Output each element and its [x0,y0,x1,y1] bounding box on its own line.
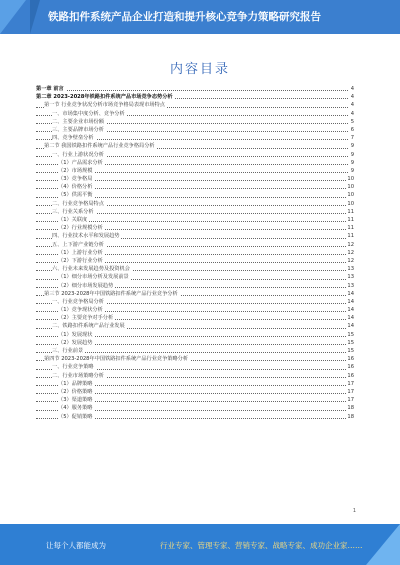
toc-entry-label: （4）服务策略 [58,405,93,412]
toc-entry-label: （2）细分市场发展趋势 [58,282,114,289]
toc-entry[interactable] [36,404,354,412]
toc-entry[interactable] [36,224,354,232]
toc-entry-label: 二、行业竞争格局特点 [52,200,104,207]
toc-entry-label: （1）细分市场分析及发展前景 [58,274,129,281]
toc-entry-label: （5）促销策略 [58,413,93,420]
footer-slogan: 让每个人都能成为 [46,541,106,550]
toc-entry-page: 10 [347,176,354,183]
page-number: 1 [352,508,356,514]
toc-entry[interactable] [36,101,354,109]
toc-entry[interactable] [36,347,354,355]
toc-entry-page: 13 [347,274,354,281]
toc-entry[interactable] [36,200,354,208]
toc-entry-page: 6 [350,126,354,133]
toc-entry-page: 4 [350,86,354,92]
toc-entry-page: 7 [350,135,354,142]
toc-entry-label: （2）发展趋势 [58,339,93,346]
toc-entry-label: 第三节 2023-2028年中国铁路扣件系统产品行业竞争分析 [44,290,178,297]
toc-entry[interactable] [36,380,354,388]
toc-entry-page: 12 [347,249,354,256]
toc-entry[interactable] [36,282,354,290]
toc-entry[interactable] [36,396,354,404]
toc-entry-label: （3）竞争格局 [58,176,93,183]
toc-entry-label: （3）渠道策略 [58,397,93,404]
toc-entry[interactable] [36,159,354,167]
toc-entry-label: （2）价格策略 [58,388,93,395]
toc-entry-page: 15 [347,348,354,354]
toc-entry-page: 17 [347,397,354,404]
toc-entry-page: 9 [350,151,354,158]
toc-entry-page: 4 [350,94,354,101]
toc-entry-page: 11 [347,208,354,215]
toc-entry[interactable] [36,413,354,421]
toc-entry-label: （1）关联度 [58,217,88,223]
toc-entry-label: 三、行业关系分析 [52,208,94,215]
toc-entry[interactable] [36,363,354,371]
toc-entry[interactable] [36,355,354,363]
toc-entry[interactable] [36,339,354,347]
toc-entry-label: （1）发展现状 [58,331,93,338]
toc-entry[interactable] [36,216,354,224]
header-decoration [0,0,26,34]
toc-entry-label: 四、行业技术水平和发展趋势 [52,233,120,240]
toc-entry-page: 11 [347,233,354,240]
toc-entry[interactable] [36,167,354,175]
toc-entry[interactable] [36,151,354,159]
toc-entry-label: （2）下游行业分析 [58,257,103,264]
toc-entry-page: 16 [347,364,354,371]
toc-entry-page: 10 [347,200,354,207]
footer-roles: 行业专家、管理专家、营销专家、战略专家、成功企业家…… [160,541,363,550]
toc-entry[interactable] [36,298,354,306]
report-header-banner [0,0,400,34]
toc-entry[interactable] [36,183,354,191]
toc-entry-page: 14 [347,307,354,314]
toc-entry[interactable] [36,93,354,101]
toc-entry-page: 11 [347,217,354,223]
toc-entry[interactable] [36,142,354,150]
toc-entry-page: 18 [347,405,354,412]
toc-entry[interactable] [36,208,354,216]
toc-entry-page: 13 [347,266,354,273]
toc-heading: 内容目录 [169,62,230,77]
toc-entry-page: 12 [347,241,354,248]
toc-entry-page: 14 [347,290,354,297]
toc-entry-label: 二、行业市场策略分析 [52,372,104,379]
toc-entry[interactable] [36,273,354,281]
toc-entry-page: 14 [347,298,354,305]
toc-entry[interactable] [36,388,354,396]
toc-entry-label: （1）竞争现状分析 [58,307,103,314]
header-stripe [30,0,40,34]
toc-entry-page: 13 [347,282,354,289]
toc-entry-page: 11 [347,225,354,232]
toc-entry-page: 4 [350,110,354,117]
toc-entry-page: 10 [347,192,354,199]
toc-entry-label: 第二章 2023-2028年铁路扣件系统产品市场竞争态势分析 [36,94,173,101]
toc-entry[interactable] [36,126,354,134]
toc-entry[interactable] [36,175,354,183]
toc-entry-label: 第二节 我国铁路扣件系统产品行业竞争格局分析 [44,143,155,150]
toc-entry-page: 15 [347,339,354,346]
toc-entry-page: 9 [350,167,354,174]
toc-entry-page: 16 [347,372,354,379]
toc-entry[interactable] [36,232,354,240]
toc-entry-page: 15 [347,331,354,338]
toc-entry[interactable] [36,257,354,265]
toc-entry-page: 14 [347,315,354,322]
report-title: 铁路扣件系统产品企业打造和提升核心竞争力策略研究报告 [48,11,321,23]
toc-entry[interactable] [36,331,354,339]
toc-entry-label: 三、主要品牌市场分析 [52,126,104,133]
toc-entry-label: 四、竞争壁垒分析 [52,135,94,142]
toc-entry[interactable] [36,265,354,273]
toc-entry-page: 4 [350,102,354,109]
toc-entry[interactable] [36,290,354,298]
toc-entry[interactable] [36,372,354,380]
toc-entry-label: 第一章 前言 [36,86,64,92]
toc-entry-label: （4）价格分析 [58,184,93,191]
toc-leader-dots [36,90,348,91]
toc-entry[interactable] [36,110,354,118]
toc-entry-label: 五、上下游产业链分析 [52,241,104,248]
toc-entry[interactable] [36,85,354,93]
toc-entry-label: （1）产品需求分析 [58,159,103,166]
toc-entry-page: 16 [347,356,354,363]
toc-entry-label: 一、行业竞争格局分析 [52,298,104,305]
toc-entry-page: 10 [347,184,354,191]
footer-decoration [366,524,400,565]
toc-entry-page: 5 [350,118,354,125]
toc-entry-page: 17 [347,380,354,387]
toc-entry[interactable] [36,241,354,249]
toc-entry-label: 一、市场集中度分析、竞争分析 [52,110,125,117]
toc-entry-label: （2）主要竞争对手分析 [58,315,114,322]
toc-entry-page: 18 [347,413,354,420]
toc-entry-page: 9 [350,143,354,150]
toc-entry-page: 17 [347,388,354,395]
toc-entry-label: 三、行业前景 [52,348,84,354]
toc-entry-label: （5）供需平衡 [58,192,93,199]
toc-entry-label: 二、铁路扣件系统产品行业发展 [52,323,125,330]
toc-entry-label: 第一节 行业竞争状况分析市场竞争格局表现市场特点 [44,102,165,109]
toc-entry[interactable] [36,314,354,322]
toc-entry[interactable] [36,191,354,199]
toc-entry-label: 一、行业竞争策略 [52,364,94,371]
toc-entry-label: 一、行业上游状况分析 [52,151,104,158]
toc-entry-label: （2）行业规模分析 [58,225,103,232]
toc-entry-page: 9 [350,159,354,166]
toc-entry-label: （1）上游行业分析 [58,249,103,256]
toc-entry-label: 六、行业未来发展趋势及投资机会 [52,266,130,273]
toc-entry[interactable] [36,134,354,142]
toc-entry-label: 第四节 2023-2028年中国铁路扣件系统产品行业竞争策略分析 [44,356,189,363]
toc-entry[interactable] [36,118,354,126]
toc-entry-page: 12 [347,257,354,264]
toc-entry-page: 14 [347,323,354,330]
toc-entry[interactable] [36,322,354,330]
toc-entry[interactable] [36,306,354,314]
footer-banner [0,524,400,565]
toc-entry[interactable] [36,249,354,257]
toc-entry-label: （2）市场规模 [58,167,93,174]
toc-entry-label: 二、主要企业市场份额 [52,118,104,125]
toc-entry-label: （1）品牌策略 [58,380,93,387]
table-of-contents [36,85,354,421]
